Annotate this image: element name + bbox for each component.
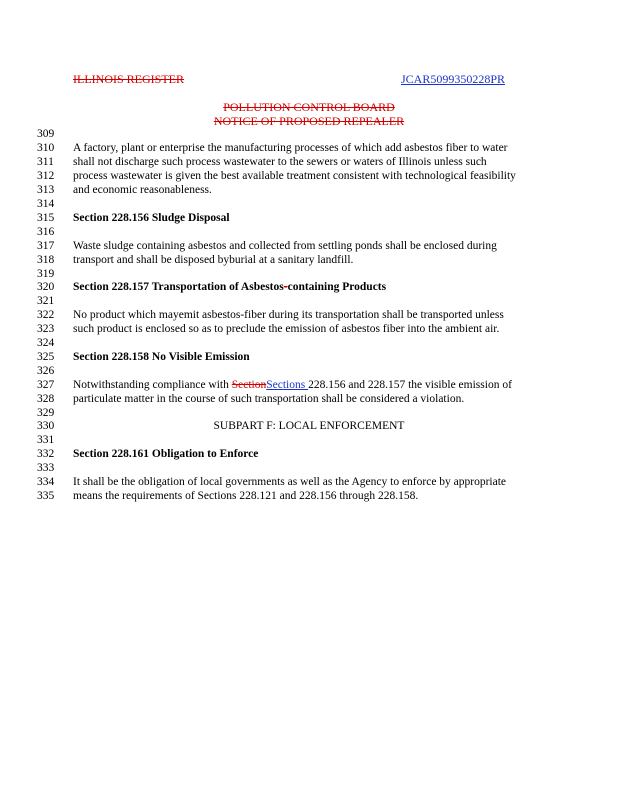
paragraph-line	[73, 379, 512, 391]
section-heading-228-157	[73, 281, 386, 293]
paragraph-line: such product is enclosed so as to preclude the emission of asbestos fiber into the ambient air.	[73, 323, 500, 335]
paragraph-line: No product which mayemit asbestos-fiber during its transportation shall be transported unless	[73, 309, 504, 321]
heading-part: containing Products	[287, 281, 387, 293]
paragraph-line: means the requirements of Sections 228.121 and 228.156 through 228.158.	[73, 490, 419, 502]
line-number: 318	[37, 254, 55, 266]
paragraph-line: transport and shall be disposed byburial at a sanitary landfill.	[73, 254, 354, 266]
board-title: POLLUTION CONTROL BOARD	[223, 100, 395, 114]
paragraph-line: process wastewater is given the best available treatment consistent with technological feasibility	[73, 170, 516, 182]
deleted-text: -	[283, 281, 288, 293]
paragraph-line: Waste sludge containing asbestos and collected from settling ponds shall be enclosed during	[73, 240, 497, 252]
paragraph-line: and economic reasonableness.	[73, 184, 212, 196]
section-heading-228-156: Section 228.156 Sludge Disposal	[73, 212, 230, 224]
line-number: 327	[37, 379, 55, 391]
line-number: 309	[37, 128, 55, 140]
line-number: 329	[37, 407, 55, 419]
line-number: 330	[37, 420, 55, 432]
line-number: 311	[37, 156, 54, 168]
line-number: 334	[37, 476, 55, 488]
document-code-link[interactable]: JCAR5099350228PR	[401, 72, 506, 86]
line-number: 317	[37, 240, 55, 252]
line-number: 333	[37, 462, 55, 474]
line-number: 321	[37, 295, 55, 307]
line-number: 331	[37, 434, 55, 446]
line-number: 310	[37, 142, 55, 154]
section-heading-228-158: Section 228.158 No Visible Emission	[73, 351, 250, 363]
line-number: 326	[37, 365, 55, 377]
line-number: 332	[37, 448, 55, 460]
heading-part: Section 228.157 Transportation of Asbestos	[73, 281, 284, 293]
text-part: 228.156 and 228.157 the visible emission of	[308, 379, 512, 391]
inserted-text: Sections	[266, 379, 309, 391]
paragraph-line: A factory, plant or enterprise the manufacturing processes of which add asbestos fiber to water	[73, 142, 508, 154]
line-number: 316	[37, 226, 55, 238]
deleted-text: Section	[231, 379, 267, 391]
paragraph-line: It shall be the obligation of local governments as well as the Agency to enforce by appropriate	[73, 476, 507, 488]
line-number: 322	[37, 309, 55, 321]
line-number: 323	[37, 323, 55, 335]
line-number: 320	[37, 281, 55, 293]
line-number: 328	[37, 393, 55, 405]
line-number: 324	[37, 337, 55, 349]
line-number: 313	[37, 184, 55, 196]
paragraph-line: particulate matter in the course of such transportation shall be considered a violation.	[73, 393, 465, 405]
line-number: 319	[37, 268, 55, 280]
register-header: ILLINOIS REGISTER	[73, 72, 184, 86]
line-number: 312	[37, 170, 55, 182]
section-heading-228-161: Section 228.161 Obligation to Enforce	[73, 448, 259, 460]
line-number: 325	[37, 351, 55, 363]
text-part: Notwithstanding compliance with	[73, 379, 232, 391]
line-number: 315	[37, 212, 55, 224]
notice-title: NOTICE OF PROPOSED REPEALER	[213, 114, 405, 128]
paragraph-line: shall not discharge such process wastewater to the sewers or waters of Illinois unless such	[73, 156, 487, 168]
subpart-heading: SUBPART F: LOCAL ENFORCEMENT	[213, 420, 405, 432]
line-number: 335	[37, 490, 55, 502]
line-number: 314	[37, 198, 55, 210]
